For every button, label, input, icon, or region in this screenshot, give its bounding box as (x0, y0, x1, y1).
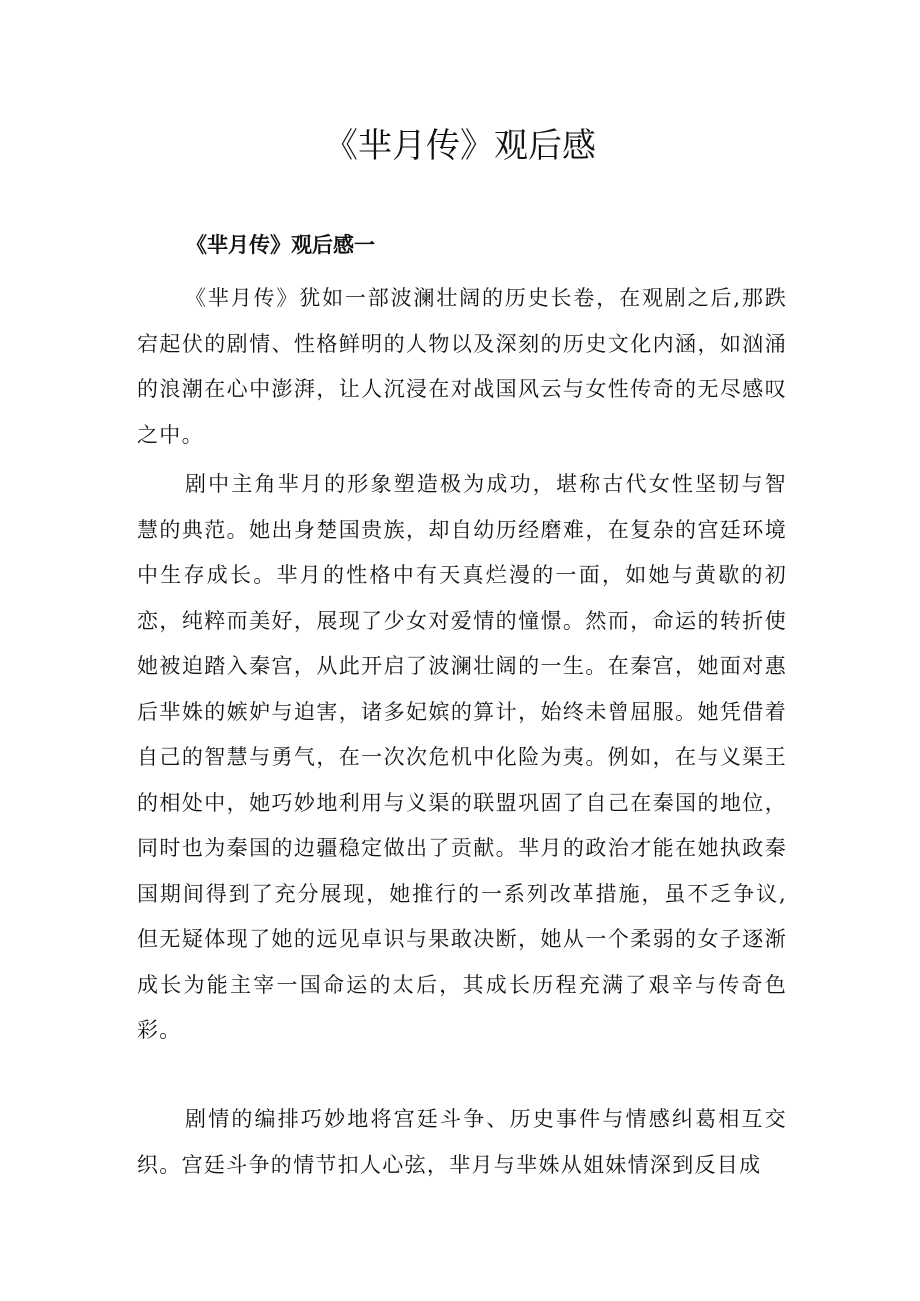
paragraph-intro: 《芈月传》犹如一部波澜壮阔的历史长卷，在观剧之后,那跌宕起伏的剧情、性格鲜明的人物以及深刻的历史文化内涵，如汹涌的浪潮在心中澎湃，让人沉浸在对战国风云与女性传奇的无尽感叹之中。 (137, 286, 787, 447)
paragraph-plot: 剧情的编排巧妙地将宫廷斗争、历史事件与情感纠葛相互交织。宫廷斗争的情节扣人心弦，芈月与芈姝从姐妹情深到反目成 (137, 1107, 787, 1177)
document-title: 《芈月传》观后感 (324, 126, 596, 166)
section-heading: 《芈月传》观后感一 (186, 233, 375, 257)
paragraph-character: 剧中主角芈月的形象塑造极为成功，堪称古代女性坚韧与智慧的典范。她出身楚国贵族，却自幼历经磨难，在复杂的宫廷环境中生存成长。芈月的性格中有天真烂漫的一面，如她与黄歇的初恋，纯粹而美好，展现了少女对爱情的憧憬。然而，命运的转折使她被迫踏入秦宫，从此开启了波澜壮阔的一生。在秦宫，她面对惠后芈姝的嫉妒与迫害，诸多妃嫔的算计，始终未曾屈服。她凭借着自己的智慧与勇气，在一次次危机中化险为夷。例如，在与义渠王的相处中，她巧妙地利用与义渠的联盟巩固了自己在秦国的地位，同时也为秦国的边疆稳定做出了贡献。芈月的政治才能在她执政秦国期间得到了充分展现，她推行的一系列改革措施，虽不乏争议,但无疑体现了她的远见卓识与果敢决断，她从一个柔弱的女子逐渐成长为能主宰一国命运的太后，其成长历程充满了艰辛与传奇色彩。 (137, 472, 787, 1042)
